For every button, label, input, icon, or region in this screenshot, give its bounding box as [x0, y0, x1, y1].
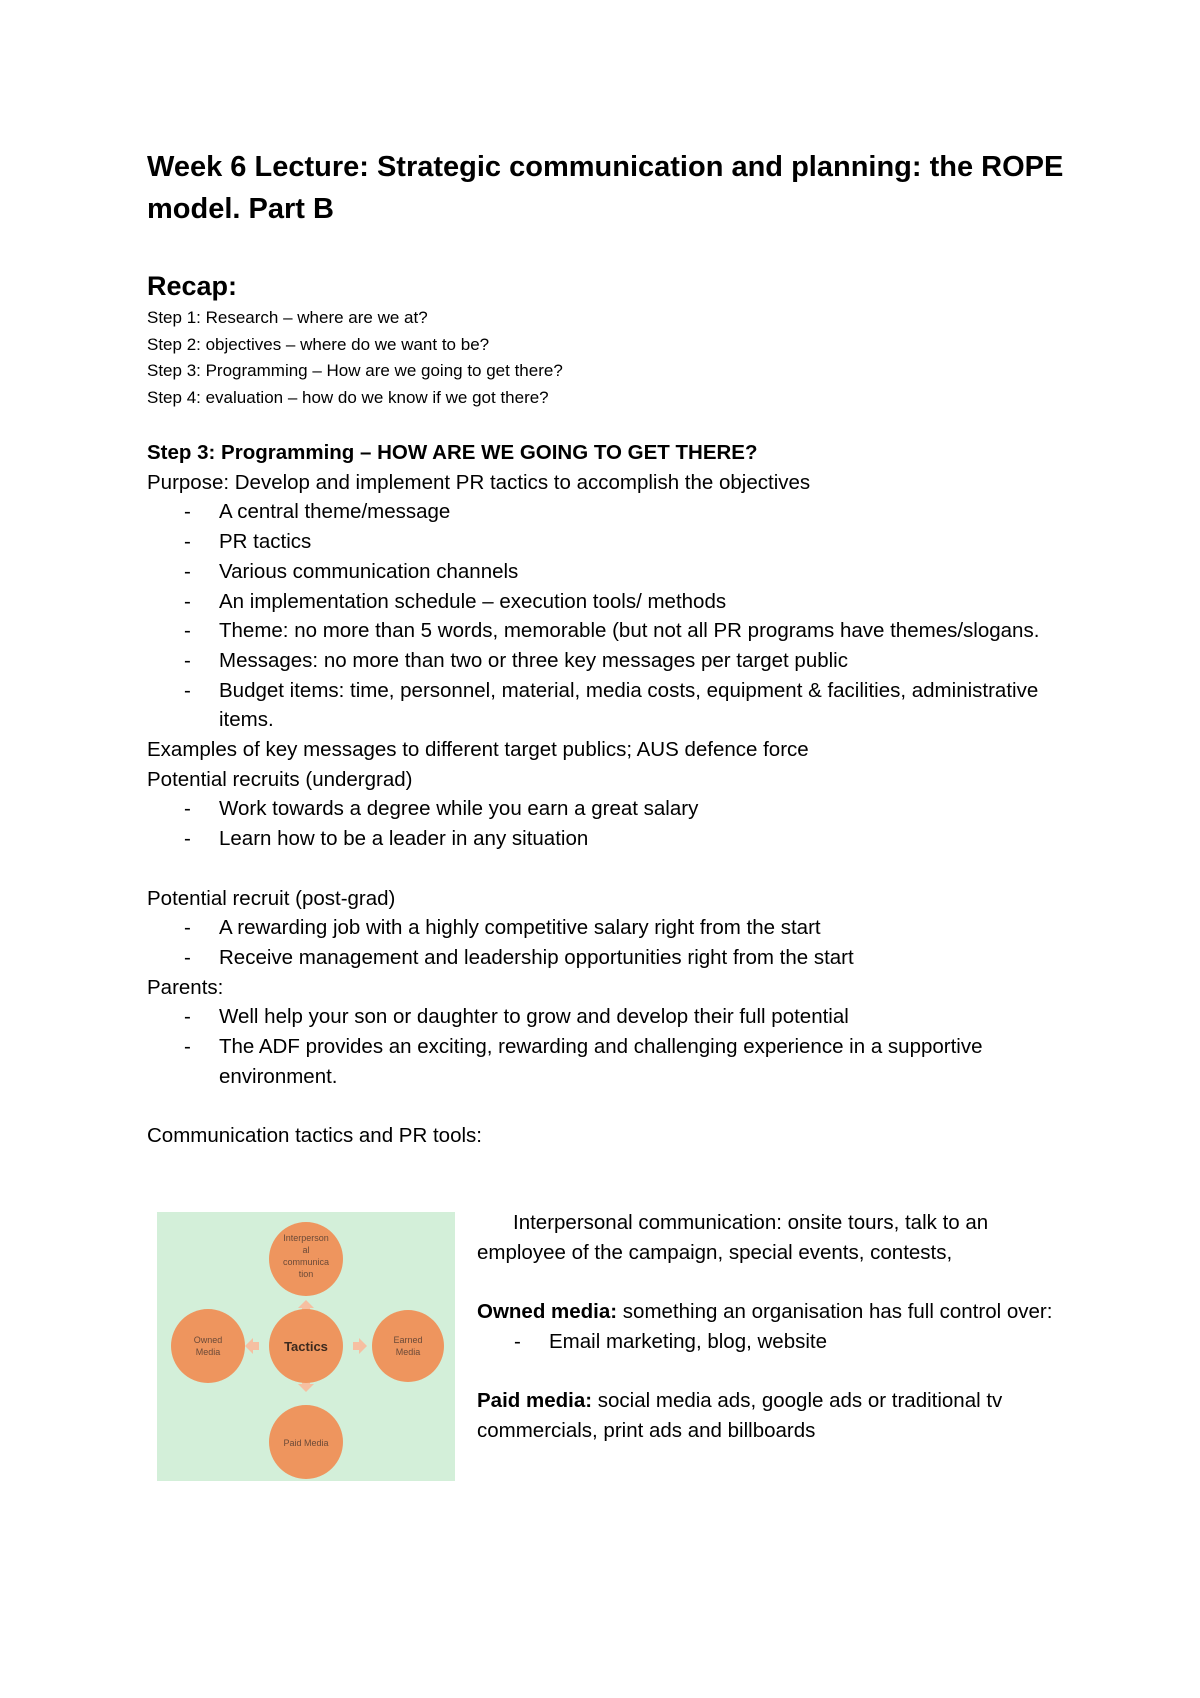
main-content [147, 438, 1067, 1151]
parents-label: Parents: [147, 975, 224, 999]
paid-media-term: Paid media: [477, 1389, 593, 1413]
recap-step: Step 1: Research – where are we at? [147, 308, 428, 327]
paid-media-text: social media ads, google ads or traditional tv commercials, print ads and billboards [477, 1389, 1003, 1442]
owned-media-term: Owned media: [477, 1300, 618, 1324]
list-item: - Budget items: time, personnel, material, media costs, equipment & facilities, administrative items. [147, 676, 1067, 735]
list-item: - A rewarding job with a highly competitive salary right from the start [147, 913, 1067, 943]
interpersonal-label: communica [282, 1257, 330, 1267]
list-item: - The ADF provides an exciting, rewarding and challenging experience in a supportive environment. [147, 1032, 1067, 1091]
parents-list [147, 1002, 1067, 1091]
recap-step: Step 3: Programming – How are we going to get there? [147, 361, 563, 380]
list-item: - Receive management and leadership opportunities right from the start [147, 943, 1067, 973]
paid-media-label: Paid Media [283, 1438, 329, 1448]
recap-heading: Recap: [147, 271, 238, 301]
list-item: - Various communication channels [147, 557, 1067, 587]
owned-media-label: Media [195, 1347, 221, 1357]
tactics-description [477, 1208, 1067, 1446]
arrow-right-icon [353, 1338, 367, 1354]
postgrad-list [147, 913, 1067, 972]
interpersonal-text: Interpersonal communication: onsite tours, talk to an employee of the campaign, special events, contests, [477, 1211, 989, 1264]
owned-media-circle [171, 1309, 245, 1383]
earned-media-label: Earned [393, 1335, 423, 1345]
list-item: - PR tactics [147, 527, 1067, 557]
recap-list [147, 305, 563, 411]
list-item: - An implementation schedule – execution tools/ methods [147, 587, 1067, 617]
list-item: - Learn how to be a leader in any situation [147, 824, 1067, 854]
tactics-diagram [157, 1212, 455, 1481]
interpersonal-label: Interperson [283, 1233, 329, 1243]
list-item: - Theme: no more than 5 words, memorable (but not all PR programs have themes/slogans. [147, 616, 1067, 646]
interpersonal-label: al [302, 1245, 310, 1255]
list-item: - Email marketing, blog, website [477, 1327, 1067, 1357]
list-item: - Messages: no more than two or three key messages per target public [147, 646, 1067, 676]
owned-media-list [477, 1327, 1067, 1357]
programming-list [147, 497, 1067, 735]
list-item: - A central theme/message [147, 497, 1067, 527]
owned-media-text: something an organisation has full control over: [617, 1300, 1053, 1324]
examples-intro: Examples of key messages to different target publics; AUS defence force [147, 738, 809, 762]
arrow-left-icon [245, 1338, 259, 1354]
interpersonal-label: tion [298, 1269, 314, 1279]
undergrad-label: Potential recruits (undergrad) [147, 767, 413, 791]
page-title: Week 6 Lecture: Strategic communication and planning: the ROPE model. Part B [147, 151, 1064, 225]
earned-media-circle [372, 1310, 444, 1382]
tactics-heading: Communication tactics and PR tools: [147, 1124, 482, 1148]
paid-media-paragraph [477, 1386, 1067, 1445]
postgrad-label: Potential recruit (post-grad) [147, 886, 396, 910]
owned-media-paragraph [477, 1297, 1067, 1327]
tactics-label: Tactics [284, 1339, 328, 1354]
step3-heading: Step 3: Programming – HOW ARE WE GOING TO GET THERE? [147, 441, 758, 464]
list-item: - Well help your son or daughter to grow and develop their full potential [147, 1002, 1067, 1032]
earned-media-label: Media [395, 1347, 421, 1357]
owned-media-label: Owned [193, 1335, 223, 1345]
list-item: - Work towards a degree while you earn a great salary [147, 794, 1067, 824]
recap-step: Step 4: evaluation – how do we know if we got there? [147, 387, 549, 407]
undergrad-list [147, 794, 1067, 853]
recap-step: Step 2: objectives – where do we want to be? [147, 334, 490, 354]
purpose-line: Purpose: Develop and implement PR tactics to accomplish the objectives [147, 470, 811, 494]
